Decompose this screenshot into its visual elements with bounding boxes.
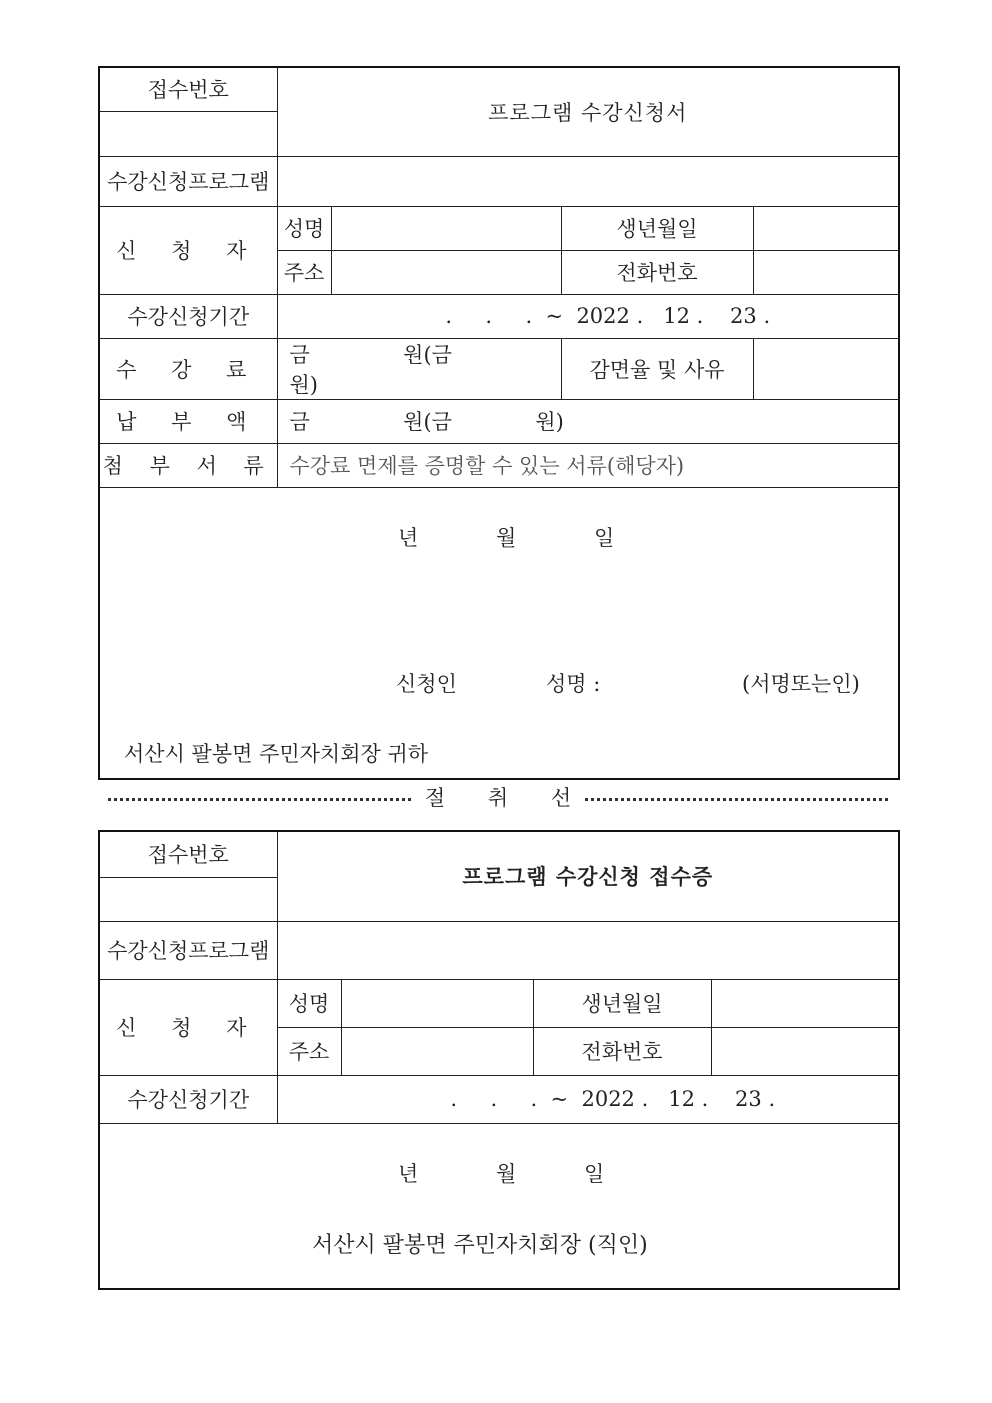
birth-field[interactable] bbox=[711, 979, 899, 1027]
period-value: . . . ~ 2022 . 12 . 23 . bbox=[277, 1075, 899, 1123]
receipt-no-label: 접수번호 bbox=[99, 67, 277, 111]
date-day: 일 bbox=[594, 525, 615, 550]
paid-prefix: 금 bbox=[289, 410, 310, 434]
receipt-title: 프로그램 수강신청 접수증 bbox=[277, 831, 899, 921]
paid-field[interactable] bbox=[277, 399, 899, 443]
issuer: 서산시 팔봉면 주민자치회장 (직인) bbox=[312, 1232, 648, 1258]
date-day: 일 bbox=[584, 1161, 605, 1186]
applicant-label: 신 청 자 bbox=[99, 979, 277, 1075]
attach-value: 수강료 면제를 증명할 수 있는 서류(해당자) bbox=[277, 443, 899, 487]
program-field[interactable] bbox=[277, 156, 899, 206]
receipt-form bbox=[98, 830, 900, 1290]
period-value: . . . ~ 2022 . 12 . 23 . bbox=[277, 294, 899, 338]
name-label: 성명 bbox=[277, 206, 331, 250]
receipt-issue-area bbox=[99, 1123, 899, 1289]
receipt-no-label: 접수번호 bbox=[99, 831, 277, 877]
applicant-label: 신 청 자 bbox=[99, 206, 277, 294]
paid-end: 원) bbox=[535, 410, 564, 434]
program-label: 수강신청프로그램 bbox=[99, 921, 277, 979]
program-label: 수강신청프로그램 bbox=[99, 156, 277, 206]
receipt-no-field[interactable] bbox=[99, 877, 277, 921]
cut-line bbox=[108, 783, 888, 811]
fee-won: 원(금 bbox=[403, 342, 452, 367]
paid-won: 원(금 bbox=[403, 410, 452, 434]
sign-name-label: 성명 : bbox=[546, 671, 601, 696]
cut-dots-right bbox=[585, 798, 888, 801]
date-month: 월 bbox=[496, 525, 517, 550]
fee-label: 수 강 료 bbox=[99, 338, 277, 399]
fee-field[interactable] bbox=[277, 338, 561, 399]
date-month: 월 bbox=[496, 1161, 517, 1186]
fee-prefix: 금 bbox=[289, 342, 310, 367]
sign-note: (서명또는인) bbox=[742, 671, 860, 696]
application-form bbox=[98, 66, 900, 780]
form-title: 프로그램 수강신청서 bbox=[277, 67, 899, 156]
birth-field[interactable] bbox=[753, 206, 899, 250]
attach-label: 첨 부 서 류 bbox=[99, 443, 277, 487]
discount-field[interactable] bbox=[753, 338, 899, 399]
address-field[interactable] bbox=[341, 1027, 533, 1075]
birth-label: 생년월일 bbox=[533, 979, 711, 1027]
receipt-no-field[interactable] bbox=[99, 111, 277, 156]
name-field[interactable] bbox=[341, 979, 533, 1027]
phone-label: 전화번호 bbox=[561, 250, 753, 294]
phone-label: 전화번호 bbox=[533, 1027, 711, 1075]
cut-line-label: 절 취 선 bbox=[424, 786, 590, 810]
paid-label: 납 부 액 bbox=[99, 399, 277, 443]
address-label: 주소 bbox=[277, 1027, 341, 1075]
date-year: 년 bbox=[398, 1161, 419, 1186]
birth-label: 생년월일 bbox=[561, 206, 753, 250]
cut-dots-left bbox=[108, 798, 411, 801]
program-field[interactable] bbox=[277, 921, 899, 979]
phone-field[interactable] bbox=[711, 1027, 899, 1075]
address-field[interactable] bbox=[331, 250, 561, 294]
period-label: 수강신청기간 bbox=[99, 1075, 277, 1123]
discount-label: 감면율 및 사유 bbox=[561, 338, 753, 399]
applicant-sign-label: 신청인 bbox=[396, 671, 457, 696]
signature-area bbox=[99, 487, 899, 779]
fee-end: 원) bbox=[289, 372, 318, 397]
name-label: 성명 bbox=[277, 979, 341, 1027]
name-field[interactable] bbox=[331, 206, 561, 250]
address-label: 주소 bbox=[277, 250, 331, 294]
phone-field[interactable] bbox=[753, 250, 899, 294]
period-label: 수강신청기간 bbox=[99, 294, 277, 338]
date-year: 년 bbox=[398, 525, 419, 550]
addressee: 서산시 팔봉면 주민자치회장 귀하 bbox=[124, 741, 429, 766]
